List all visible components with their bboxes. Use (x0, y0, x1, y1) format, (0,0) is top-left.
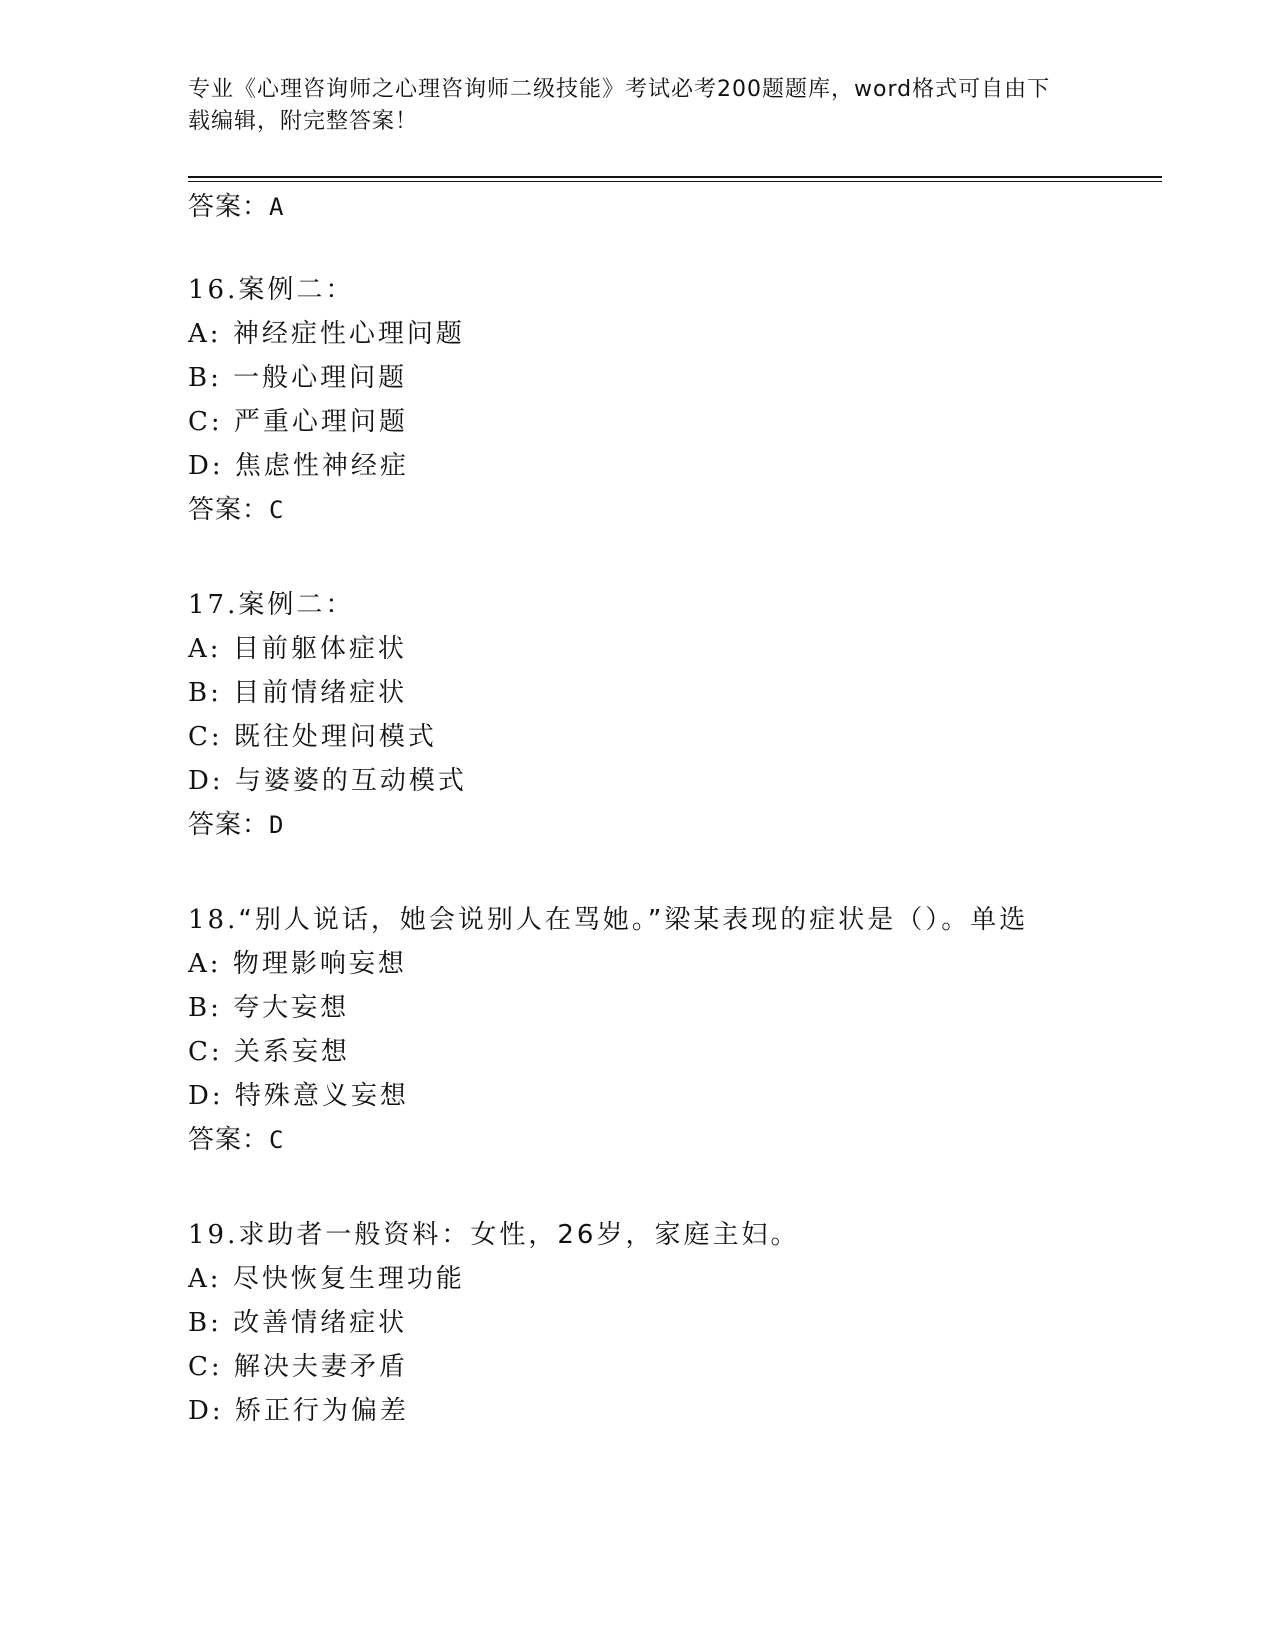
option-d (188, 1079, 409, 1113)
option-letter: D: (188, 451, 224, 481)
option-a (188, 947, 407, 981)
option-text: 目前情绪症状 (233, 678, 408, 708)
option-text: 与婆婆的互动模式 (234, 766, 467, 796)
option-letter: D: (188, 1396, 224, 1426)
question-stem (188, 1218, 799, 1252)
option-letter: A: (188, 949, 222, 979)
question-answer (188, 1123, 284, 1157)
question-stem (188, 588, 354, 622)
option-letter: D: (188, 1081, 224, 1111)
question-text: 求助者一般资料：女性，26岁，家庭主妇。 (238, 1220, 800, 1250)
option-c (188, 720, 437, 754)
option-d (188, 764, 467, 798)
option-text: 尽快恢复生理功能 (232, 1264, 465, 1294)
option-text: 目前躯体症状 (232, 634, 407, 664)
document-header: 专业《心理咨询师之心理咨询师二级技能》考试必考200题题库，word格式可自由下载编辑，附完整答案！ (188, 77, 1051, 134)
option-text: 解决夫妻矛盾 (233, 1352, 408, 1382)
answer-label: 答案： (188, 1125, 270, 1155)
question-stem (188, 273, 354, 307)
option-text: 特殊意义妄想 (234, 1081, 409, 1111)
option-letter: D: (188, 766, 224, 796)
option-letter: A: (188, 634, 222, 664)
option-text: 严重心理问题 (233, 407, 408, 437)
question-answer (188, 493, 284, 527)
option-letter: B: (188, 678, 222, 708)
previous-answer (188, 190, 284, 224)
option-letter: C: (188, 722, 223, 752)
option-b (188, 1306, 407, 1340)
option-letter: C: (188, 1037, 223, 1067)
option-text: 一般心理问题 (233, 363, 408, 393)
question-stem (188, 903, 1028, 937)
option-letter: C: (188, 1352, 223, 1382)
header-divider-thick (188, 176, 1162, 178)
question-text: 案例二： (238, 275, 355, 305)
answer-label: 答案： (188, 810, 270, 840)
question-answer (188, 808, 284, 842)
option-b (188, 676, 407, 710)
option-d (188, 449, 409, 483)
option-text: 改善情绪症状 (233, 1308, 408, 1338)
option-c (188, 1350, 408, 1384)
option-b (188, 991, 349, 1025)
answer-value: C (269, 1126, 285, 1154)
option-text: 夸大妄想 (233, 993, 350, 1023)
header-divider-thin (188, 181, 1162, 182)
option-letter: B: (188, 1308, 222, 1338)
option-letter: A: (188, 319, 222, 349)
answer-value: C (269, 496, 285, 524)
question-number: 16. (188, 275, 239, 305)
question-number: 18. (188, 905, 239, 935)
question-number: 17. (188, 590, 239, 620)
option-b (188, 361, 407, 395)
answer-label: 答案： (188, 192, 270, 222)
question-number: 19. (188, 1220, 239, 1250)
option-letter: B: (188, 363, 222, 393)
question-text: 案例二： (238, 590, 355, 620)
option-letter: C: (188, 407, 223, 437)
option-text: 焦虑性神经症 (234, 451, 409, 481)
option-text: 关系妄想 (233, 1037, 350, 1067)
option-text: 既往处理问模式 (233, 722, 437, 752)
option-c (188, 1035, 350, 1069)
option-d (188, 1394, 409, 1428)
answer-label: 答案： (188, 495, 270, 525)
answer-value: D (269, 811, 285, 839)
option-letter: A: (188, 1264, 222, 1294)
option-text: 神经症性心理问题 (232, 319, 465, 349)
option-a (188, 632, 407, 666)
option-a (188, 317, 465, 351)
question-text: “别人说话，她会说别人在骂她。”梁某表现的症状是（）。单选 (238, 905, 1029, 935)
option-text: 物理影响妄想 (232, 949, 407, 979)
option-a (188, 1262, 465, 1296)
option-c (188, 405, 408, 439)
option-letter: B: (188, 993, 222, 1023)
option-text: 矫正行为偏差 (234, 1396, 409, 1426)
answer-value: A (269, 193, 285, 221)
